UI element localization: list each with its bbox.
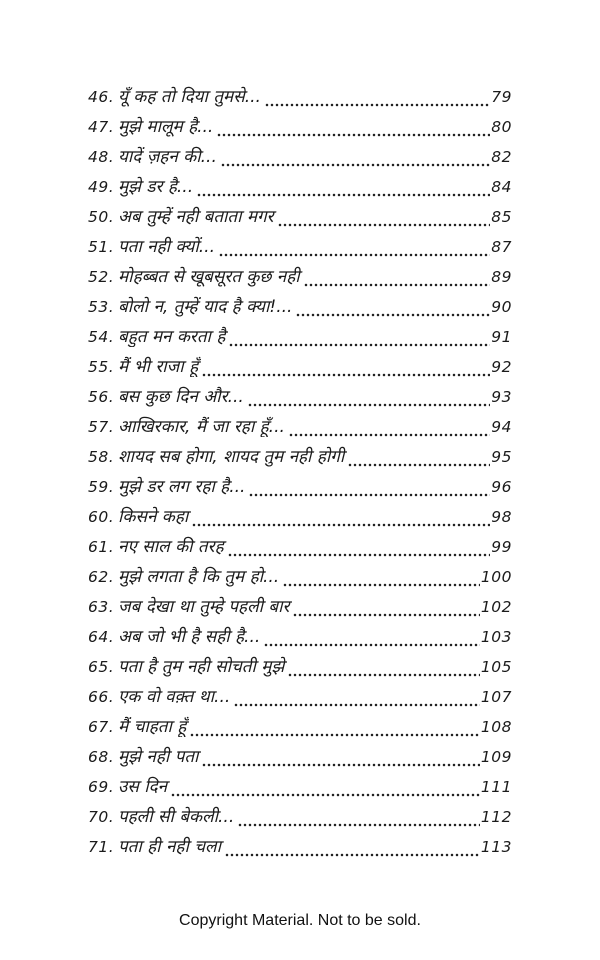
toc-entry-page: 112 (480, 808, 512, 826)
toc-entry (88, 744, 512, 774)
toc-entry-number: 59. (88, 478, 115, 496)
toc-entry (88, 834, 512, 864)
dotted-leader (278, 223, 491, 227)
toc-entry-title: यादें ज़हन की... (118, 147, 217, 167)
dotted-leader (171, 793, 480, 797)
toc-entry-title: किसने कहा (118, 507, 189, 527)
toc-entry-number: 51. (88, 238, 115, 256)
toc-entry (88, 594, 512, 624)
toc-entry-page: 89 (491, 268, 512, 286)
toc-entry-number: 50. (88, 208, 115, 226)
toc-entry-page: 100 (480, 568, 512, 586)
dotted-leader (197, 193, 490, 197)
toc-entry-title: मुझे डर है... (118, 177, 194, 197)
toc-entry-page: 103 (480, 628, 512, 646)
dotted-leader (304, 283, 491, 287)
dotted-leader (217, 133, 490, 137)
toc-entry-page: 108 (480, 718, 512, 736)
dotted-leader (296, 313, 490, 317)
dotted-leader (221, 163, 490, 167)
toc-entry-page: 105 (480, 658, 512, 676)
toc-entry-number: 64. (88, 628, 115, 646)
toc-entry-title: बोलो न, तुम्हें याद है क्या!... (118, 297, 293, 317)
toc-entry-number: 69. (88, 778, 115, 796)
toc-entry (88, 534, 512, 564)
toc-entry-title: पता नही क्यों... (118, 237, 215, 257)
toc-entry-page: 96 (491, 478, 512, 496)
toc-entry (88, 564, 512, 594)
toc-entry-number: 65. (88, 658, 115, 676)
dotted-leader (288, 673, 480, 677)
toc-entry-page: 84 (491, 178, 512, 196)
toc-entry (88, 654, 512, 684)
toc-entry (88, 384, 512, 414)
toc-entry-title: पहली सी बेकली... (118, 807, 235, 827)
toc-entry-number: 48. (88, 148, 115, 166)
toc-entry-title: अब जो भी है सही है... (118, 627, 261, 647)
toc-entry-number: 54. (88, 328, 115, 346)
toc-entry-page: 102 (480, 598, 512, 616)
toc-entry-page: 82 (491, 148, 512, 166)
dotted-leader (190, 733, 480, 737)
dotted-leader (265, 103, 490, 107)
toc-entry-page: 92 (491, 358, 512, 376)
toc-entry-number: 66. (88, 688, 115, 706)
toc-entry-title: उस दिन (118, 777, 168, 797)
toc-entry-page: 111 (480, 778, 512, 796)
toc-entry (88, 354, 512, 384)
toc-entry-number: 47. (88, 118, 115, 136)
toc-entry-title: बस कुछ दिन और... (118, 387, 244, 407)
toc-entry-title: यूँ कह तो दिया तुमसे... (118, 87, 261, 107)
toc-entry-page: 98 (491, 508, 512, 526)
toc-entry-page: 113 (480, 838, 512, 856)
toc-entry-page: 87 (491, 238, 512, 256)
dotted-leader (283, 583, 480, 587)
toc-entry-title: मैं भी राजा हूँ (118, 357, 199, 377)
toc-entry-page: 91 (491, 328, 512, 346)
toc-entry-page: 107 (480, 688, 512, 706)
toc-entry (88, 144, 512, 174)
toc-entry-number: 57. (88, 418, 115, 436)
toc-entry (88, 174, 512, 204)
toc-entry-title: मुझे मालूम है... (118, 117, 214, 137)
toc-entry (88, 624, 512, 654)
toc-entry (88, 264, 512, 294)
dotted-leader (289, 433, 490, 437)
toc-entry-number: 67. (88, 718, 115, 736)
toc-entry (88, 294, 512, 324)
toc-entry-title: मुझे डर लग रहा है... (118, 477, 246, 497)
toc-entry-number: 58. (88, 448, 115, 466)
toc-entry-title: बहुत मन करता है (118, 327, 226, 347)
toc-entry-title: नए साल की तरह (118, 537, 224, 557)
dotted-leader (219, 253, 490, 257)
toc-entry-title: मुझे नही पता (118, 747, 199, 767)
toc-entry (88, 324, 512, 354)
dotted-leader (202, 763, 479, 767)
dotted-leader (293, 613, 479, 617)
toc-entry-number: 68. (88, 748, 115, 766)
toc-entry-number: 60. (88, 508, 115, 526)
toc-entry-number: 53. (88, 298, 115, 316)
dotted-leader (248, 403, 490, 407)
toc-entry (88, 84, 512, 114)
dotted-leader (238, 823, 480, 827)
dotted-leader (264, 643, 480, 647)
toc-entry-title: मैं चाहता हूँ (118, 717, 187, 737)
toc-entry-title: मुझे लगता है कि तुम हो... (118, 567, 280, 587)
toc-entry-number: 71. (88, 838, 115, 856)
toc-entry-title: पता है तुम नही सोचती मुझे (118, 657, 285, 677)
toc-entry-title: जब देखा था तुम्हे पहली बार (118, 597, 290, 617)
toc-entry-number: 46. (88, 88, 115, 106)
toc-entry (88, 414, 512, 444)
toc-entry-page: 95 (491, 448, 512, 466)
dotted-leader (228, 553, 491, 557)
toc-entry (88, 684, 512, 714)
dotted-leader (225, 853, 480, 857)
toc-entry (88, 204, 512, 234)
toc-entry (88, 474, 512, 504)
toc-entry (88, 714, 512, 744)
dotted-leader (229, 343, 490, 347)
toc-entry-number: 55. (88, 358, 115, 376)
toc-entry-number: 63. (88, 598, 115, 616)
toc-entry-title: शायद सब होगा, शायद तुम नही होगी (118, 447, 345, 467)
toc-entry-page: 85 (491, 208, 512, 226)
toc-entry-number: 70. (88, 808, 115, 826)
toc-entry-title: एक वो वक़्त था... (118, 687, 231, 707)
toc-entry-page: 99 (491, 538, 512, 556)
toc-entry-number: 62. (88, 568, 115, 586)
toc-entry (88, 504, 512, 534)
toc-entry-number: 56. (88, 388, 115, 406)
toc-entry-title: अब तुम्हें नही बताता मगर (118, 207, 274, 227)
toc-entry-title: मोहब्बत से खूबसूरत कुछ नही (118, 267, 300, 287)
toc-entry-page: 93 (491, 388, 512, 406)
toc-entry (88, 114, 512, 144)
toc-entry-page: 109 (480, 748, 512, 766)
toc-list (88, 84, 512, 864)
dotted-leader (234, 703, 480, 707)
toc-entry (88, 804, 512, 834)
toc-entry-number: 49. (88, 178, 115, 196)
toc-entry-number: 52. (88, 268, 115, 286)
dotted-leader (192, 523, 490, 527)
dotted-leader (348, 463, 490, 467)
toc-entry-page: 80 (491, 118, 512, 136)
toc-entry (88, 234, 512, 264)
dotted-leader (202, 373, 490, 377)
toc-entry-page: 79 (491, 88, 512, 106)
toc-entry-number: 61. (88, 538, 115, 556)
dotted-leader (249, 493, 490, 497)
toc-entry-title: आखिरकार, मैं जा रहा हूँ... (118, 417, 285, 437)
toc-entry (88, 444, 512, 474)
toc-entry (88, 774, 512, 804)
toc-entry-title: पता ही नही चला (118, 837, 221, 857)
toc-entry-page: 94 (491, 418, 512, 436)
copyright-notice: Copyright Material. Not to be sold. (179, 912, 421, 929)
toc-entry-page: 90 (491, 298, 512, 316)
